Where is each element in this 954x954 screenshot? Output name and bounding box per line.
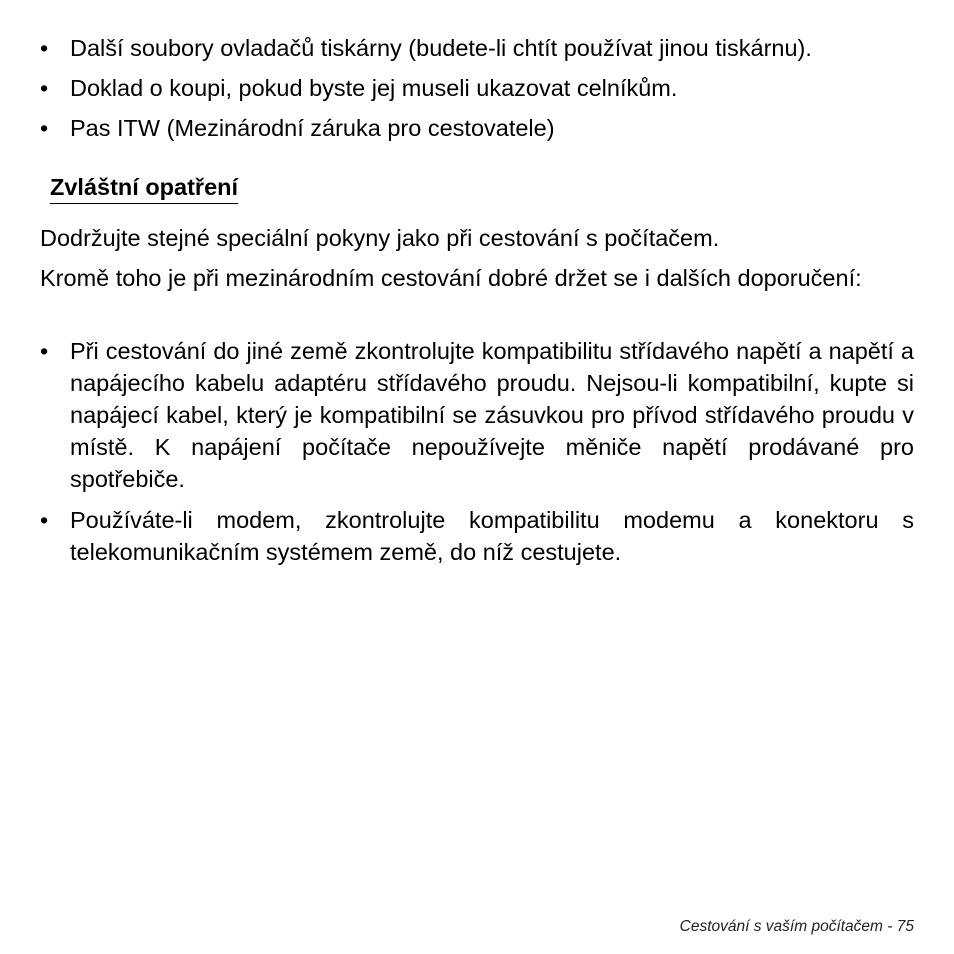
list-item (40, 335, 914, 495)
list-item-text: Pas ITW (Mezinárodní záruka pro cestovatele) (70, 115, 555, 141)
requirements-list (40, 32, 914, 152)
bullet-icon: • (40, 75, 49, 101)
bullet-icon: • (40, 338, 49, 364)
list-item-text: Další soubory ovladačů tiskárny (budete-li chtít používat jinou tiskárnu). (70, 35, 812, 61)
paragraph: Kromě toho je při mezinárodním cestování dobré držet se i dalších doporučení: (40, 265, 862, 291)
bullet-icon: • (40, 507, 49, 533)
paragraph: Dodržujte stejné speciální pokyny jako při cestování s počítačem. (40, 225, 720, 251)
list-item-text: Při cestování do jiné země zkontrolujte kompatibilitu střídavého napětí a napětí a napájecího kabelu adaptéru střídavého proudu. Nejsou-li kompatibilní, kupte si napájecí kabel, který je kompatibilní se zásuvkou pro přívod střídavého proudu v místě. K napájení počítače nepoužívejte měniče napětí prodávané pro spotřebiče. (70, 338, 914, 492)
list-item-text: Doklad o koupi, pokud byste jej museli ukazovat celníkům. (70, 75, 678, 101)
list-item (40, 112, 914, 144)
recommendations-list (40, 335, 914, 577)
bullet-icon: • (40, 35, 49, 61)
list-item (40, 504, 914, 568)
list-item-text: Používáte-li modem, zkontrolujte kompatibilitu modemu a konektoru s telekomunikačním systémem země, do níž cestujete. (70, 507, 914, 565)
section-heading: Zvláštní opatření (50, 171, 238, 204)
footer-chapter-title: Cestování s vaším počítačem - (679, 918, 893, 935)
bullet-icon: • (40, 115, 49, 141)
list-item (40, 72, 914, 104)
page-number: 75 (896, 918, 914, 935)
list-item (40, 32, 914, 64)
page-footer (680, 917, 914, 937)
